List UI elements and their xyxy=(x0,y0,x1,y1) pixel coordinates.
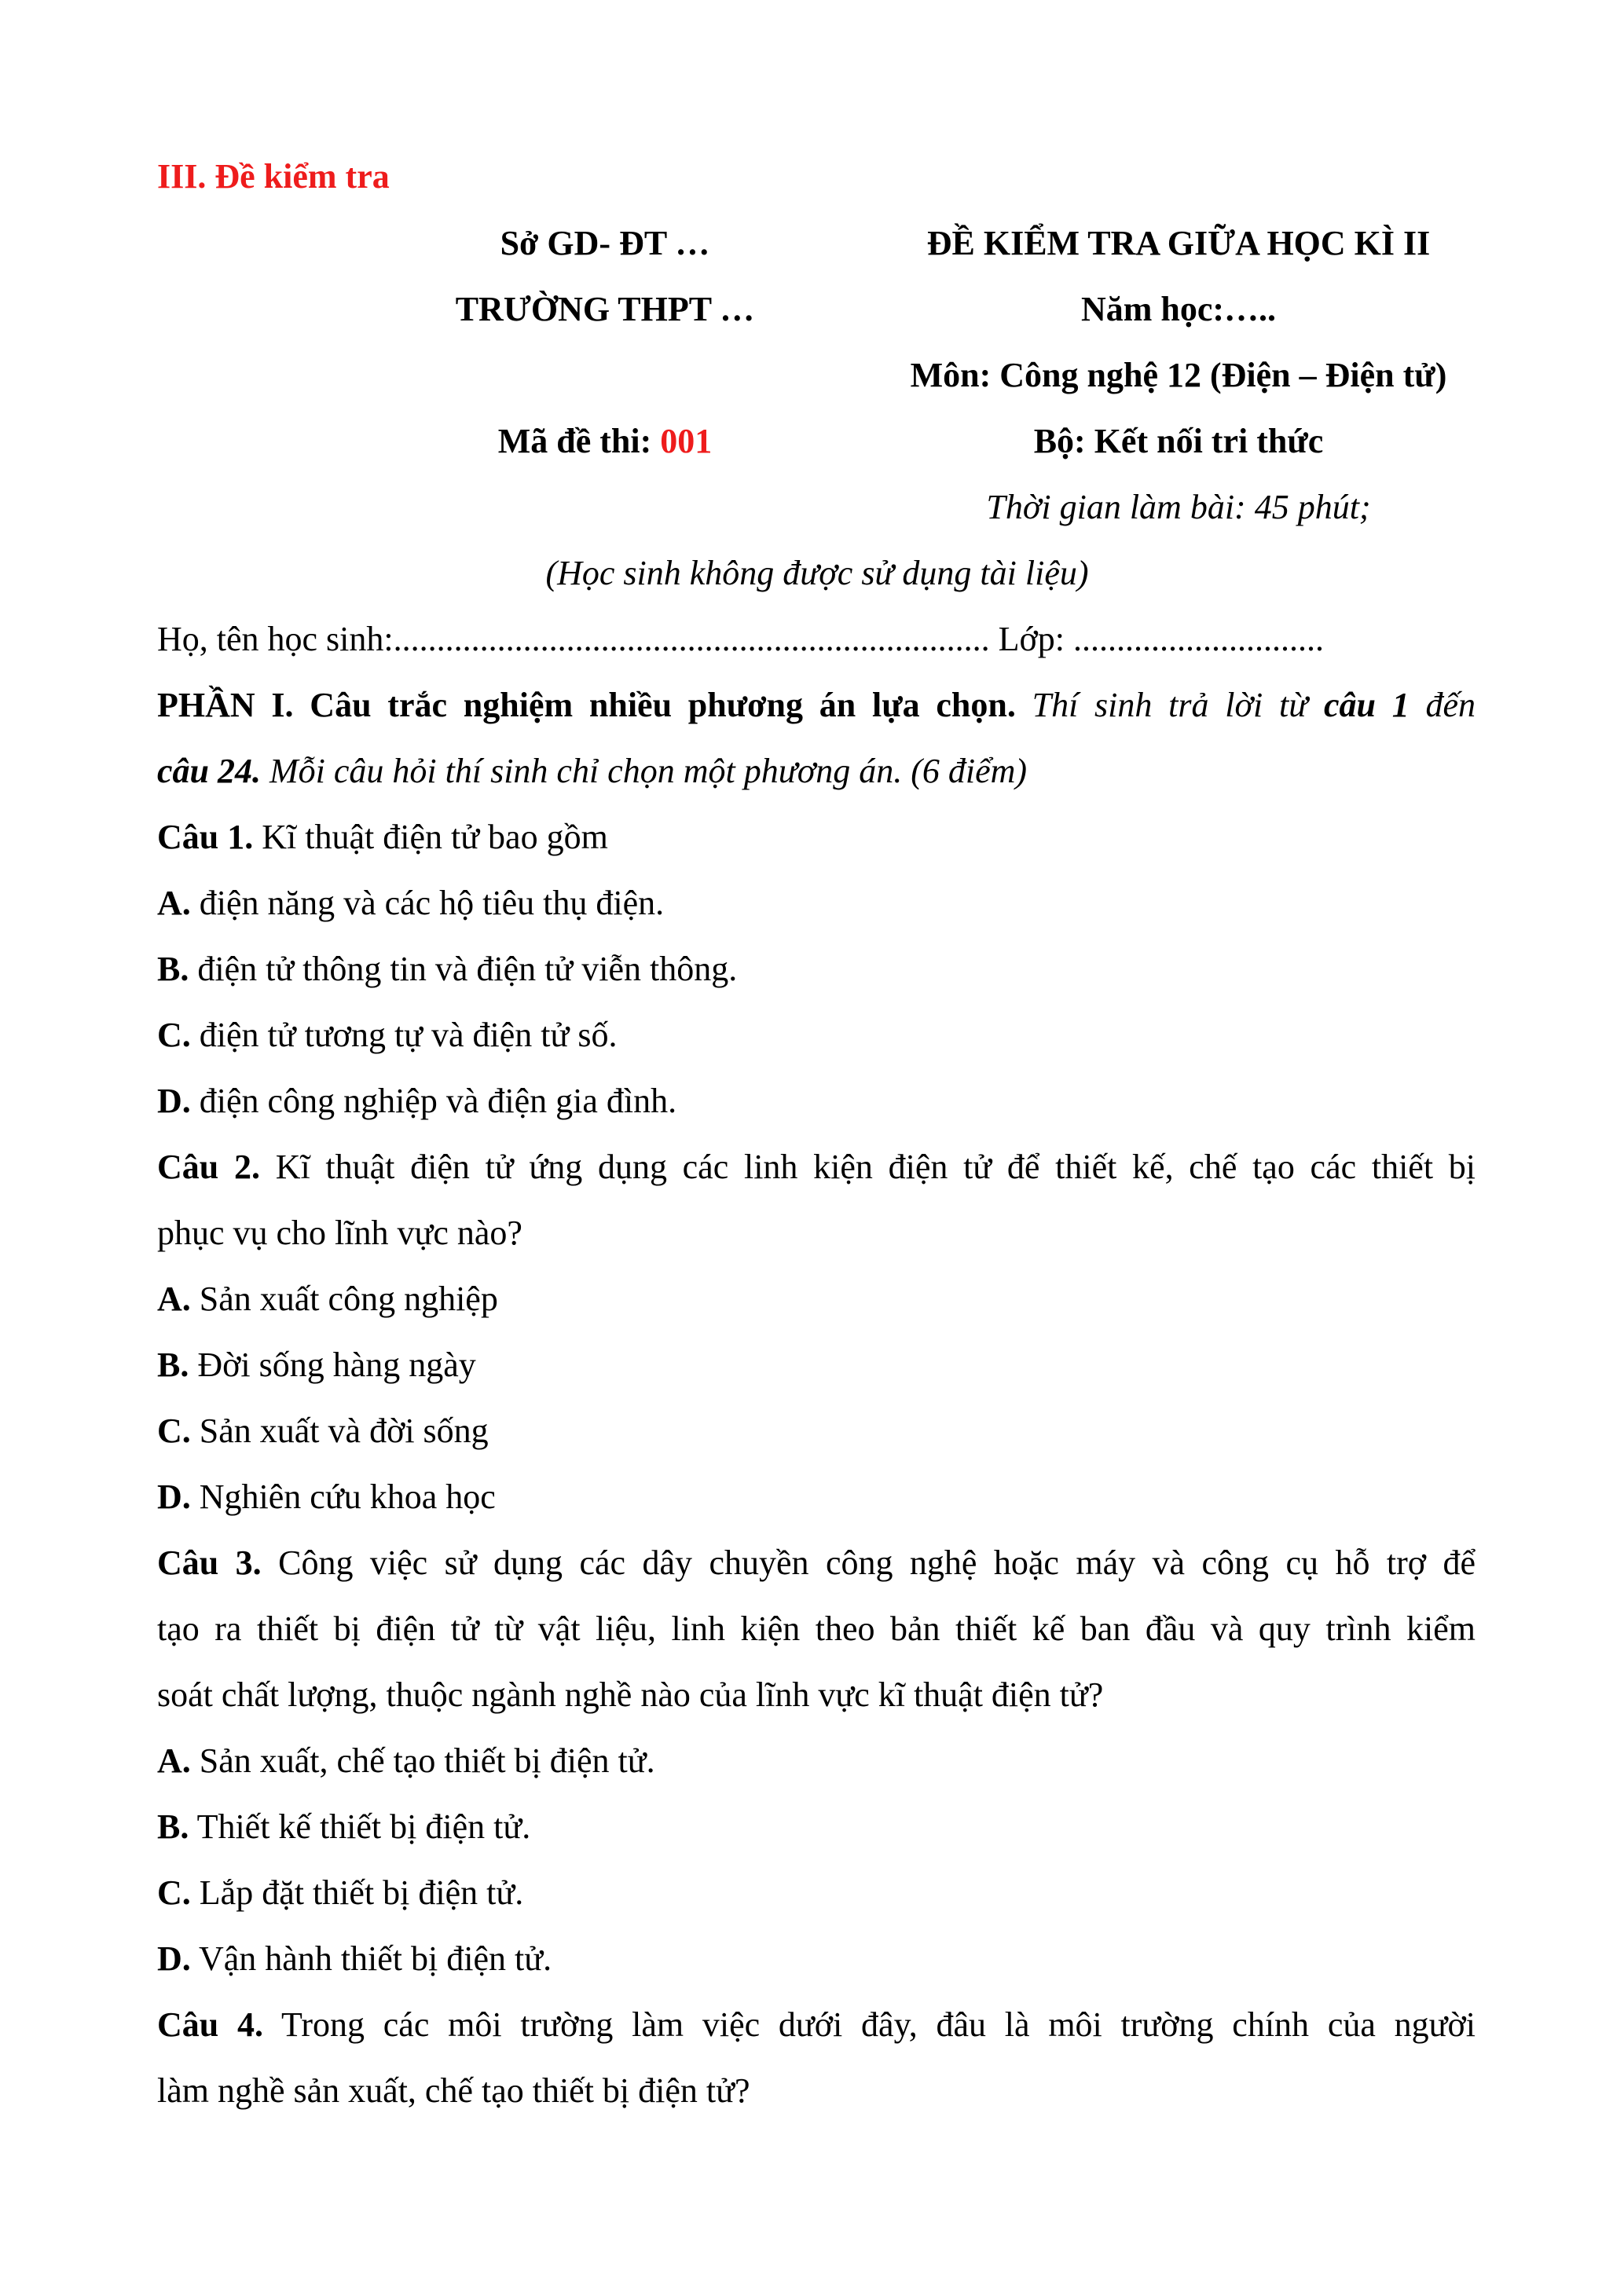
exam-duration: Thời gian làm bài: 45 phút; xyxy=(986,488,1371,526)
option-key: B. xyxy=(157,950,189,988)
option-text: Thiết kế thiết bị điện tử. xyxy=(189,1807,531,1846)
book-series: Bộ: Kết nối tri thức xyxy=(1033,422,1324,460)
part1-instr-d: câu 24. xyxy=(157,752,261,790)
option-text: Sản xuất, chế tạo thiết bị điện tử. xyxy=(190,1741,655,1780)
question-4 xyxy=(157,2005,1476,2044)
section-title: III. Đề kiểm tra xyxy=(157,157,390,196)
option-text: điện tử thông tin và điện tử viễn thông. xyxy=(189,950,738,988)
option-text: Đời sống hàng ngày xyxy=(189,1346,476,1384)
part1-instr-a: Thí sinh trả lời từ xyxy=(1015,686,1324,724)
question-3-cont-2: soát chất lượng, thuộc ngành nghề nào của lĩnh vực kĩ thuật điện tử? xyxy=(157,1675,1104,1714)
part1-instr-b: câu 1 xyxy=(1323,686,1410,724)
question-label: Câu 4. xyxy=(157,2005,264,2044)
option-text: điện tử tương tự và điện tử số. xyxy=(190,1016,618,1054)
option-text: Sản xuất và đời sống xyxy=(190,1412,489,1450)
question-label: Câu 2. xyxy=(157,1148,260,1186)
question-label: Câu 1. xyxy=(157,818,254,856)
question-2 xyxy=(157,1150,1476,1185)
option-text: Nghiên cứu khoa học xyxy=(190,1478,496,1516)
option-key: D. xyxy=(157,1082,191,1120)
option-text: Vận hành thiết bị điện tử. xyxy=(190,1939,552,1978)
part1-instructions xyxy=(157,754,1027,789)
school-name: TRƯỜNG THPT … xyxy=(455,290,755,328)
option-text: điện công nghiệp và điện gia đình. xyxy=(190,1082,677,1120)
exam-note: (Học sinh không được sử dụng tài liệu) xyxy=(545,554,1089,592)
question-2-cont: phục vụ cho lĩnh vực nào? xyxy=(157,1214,522,1252)
question-label: Câu 3. xyxy=(157,1543,262,1582)
student-info-line: Họ, tên học sinh:..................................................................... Lớp: ............................. xyxy=(157,620,1324,658)
question-text: Công việc sử dụng các dây chuyền công nghệ hoặc máy và công cụ hỗ trợ để xyxy=(261,1543,1476,1582)
q3-option-b xyxy=(157,1807,531,1846)
department-name: Sở GD- ĐT … xyxy=(500,224,710,262)
exam-code xyxy=(306,424,904,459)
question-3 xyxy=(157,1543,1476,1582)
exam-code-value: 001 xyxy=(660,422,713,460)
q1-option-c xyxy=(157,1018,618,1053)
exam-code-label: Mã đề thi: xyxy=(497,422,661,460)
option-key: B. xyxy=(157,1807,189,1846)
q1-option-b xyxy=(157,952,737,987)
question-4-cont: làm nghề sản xuất, chế tạo thiết bị điện tử? xyxy=(157,2071,750,2110)
option-key: B. xyxy=(157,1346,189,1384)
question-text: Kĩ thuật điện tử ứng dụng các linh kiện điện tử để thiết kế, chế tạo các thiết bị xyxy=(259,1148,1476,1186)
q1-option-a xyxy=(157,886,664,921)
q2-option-a xyxy=(157,1282,498,1316)
q1-option-d xyxy=(157,1084,676,1119)
part1-title: PHẦN I. Câu trắc nghiệm nhiều phương án lựa chọn. xyxy=(157,686,1016,724)
option-key: C. xyxy=(157,1412,191,1450)
option-key: A. xyxy=(157,1741,191,1780)
question-text: Kĩ thuật điện tử bao gồm xyxy=(253,818,608,856)
question-3-cont-1: tạo ra thiết bị điện tử từ vật liệu, linh kiện theo bản thiết kế ban đầu và quy trình kiểm xyxy=(157,1609,1476,1648)
option-key: A. xyxy=(157,1280,191,1318)
option-key: D. xyxy=(157,1939,191,1978)
option-text: Sản xuất công nghiệp xyxy=(190,1280,498,1318)
q2-option-d xyxy=(157,1480,496,1514)
exam-title: ĐỀ KIỂM TRA GIỮA HỌC KÌ II xyxy=(926,224,1431,262)
part1-instr-e: Mỗi câu hỏi thí sinh chỉ chọn một phương án. (6 điểm) xyxy=(261,752,1028,790)
question-text: Trong các môi trường làm việc dưới đây, đâu là môi trường chính của người xyxy=(263,2005,1476,2044)
subject: Môn: Công nghệ 12 (Điện – Điện tử) xyxy=(910,356,1447,394)
question-1 xyxy=(157,820,608,855)
option-key: C. xyxy=(157,1016,191,1054)
option-key: D. xyxy=(157,1478,191,1516)
option-text: điện năng và các hộ tiêu thụ điện. xyxy=(190,884,665,922)
part1-instr-c: đến xyxy=(1409,686,1476,724)
school-year: Năm học:….. xyxy=(1080,290,1277,328)
option-key: A. xyxy=(157,884,191,922)
option-text: Lắp đặt thiết bị điện tử. xyxy=(190,1873,524,1912)
part1-heading xyxy=(157,688,1476,723)
q3-option-c xyxy=(157,1873,524,1912)
q2-option-b xyxy=(157,1348,476,1382)
option-key: C. xyxy=(157,1873,191,1912)
q2-option-c xyxy=(157,1414,489,1448)
q3-option-d xyxy=(157,1939,552,1978)
q3-option-a xyxy=(157,1741,655,1780)
